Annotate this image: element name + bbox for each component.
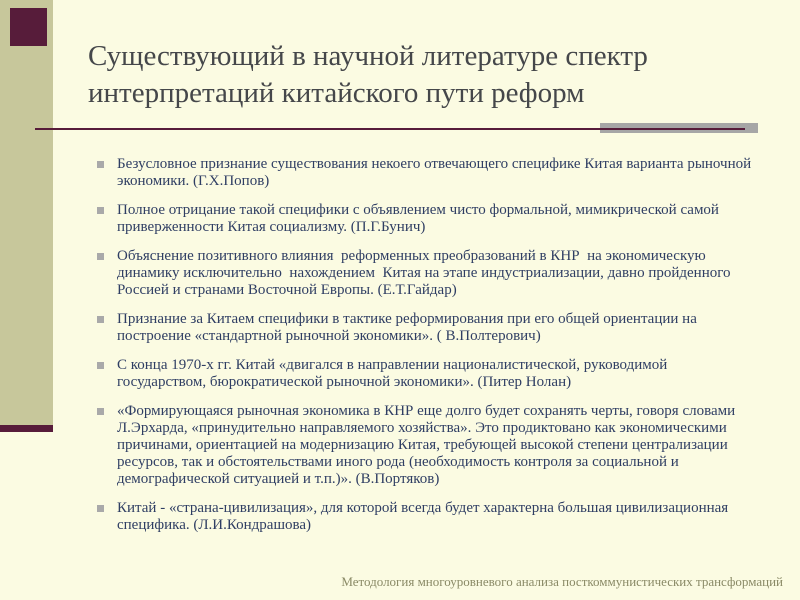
- bullet-text: Полное отрицание такой специфики с объявлением чисто формальной, мимикрической самой приверженности Китая социализму. (П.Г.Бунич): [117, 202, 723, 235]
- list-item: [97, 202, 752, 236]
- title-underline: [35, 128, 745, 130]
- bullet-text: Безусловное признание существования некоего отвечающего специфике Китая варианта рыночной экономики. (Г.Х.Попов): [117, 156, 755, 189]
- bullet-text: С конца 1970-х гг. Китай «двигался в направлении националистической, руководимой государством, бюрократической рыночной экономики». (Питер Нолан): [117, 357, 672, 390]
- list-item: [97, 248, 752, 299]
- bullet-square-icon: [97, 408, 104, 415]
- bullet-text: Признание за Китаем специфики в тактике реформирования при его общей ориентации на построение «стандартной рыночной экономики». ( В.Полтерович): [117, 311, 701, 344]
- slide-title: Существующий в научной литературе спектр интерпретаций китайского пути реформ: [88, 40, 648, 110]
- top-left-accent-square: [10, 8, 47, 46]
- bullet-square-icon: [97, 362, 104, 369]
- footer-text: Методология многоуровневого анализа посткоммунистических трансформаций: [341, 574, 783, 589]
- bullet-square-icon: [97, 505, 104, 512]
- band-bottom-maroon-strip: [0, 425, 53, 432]
- list-item: [97, 403, 752, 488]
- list-item: [97, 357, 752, 391]
- bullet-square-icon: [97, 253, 104, 260]
- list-item: [97, 156, 755, 190]
- bullet-text: Китай - «страна-цивилизация», для которой всегда будет характерна большая цивилизационная специфика. (Л.И.Кондрашова): [117, 500, 732, 533]
- list-item: [97, 311, 752, 345]
- left-accent-band: [0, 0, 53, 425]
- bullet-text: «Формирующаяся рыночная экономика в КНР еще долго будет сохранять черты, говоря словами Л.Эрхарда, «принудительно направляемого хозяйства». Это продиктовано как экономическими причинами, ориентацией на модернизацию Китая, требующей высокой степени централизации ресурсов, так и обстоятельствами иного рода (необходимость контроля за социальной и демографической ситуацией и т.п.)». (В.Портяков): [117, 403, 739, 487]
- list-item: [97, 500, 752, 534]
- bullet-square-icon: [97, 161, 104, 168]
- bullet-text: Объяснение позитивного влияния реформенных преобразований в КНР на экономическую динамику исключительно нахождением Китая на этапе индустриализации, давно пройденного Россией и странами Восточной Европы. (Е.Т.Гайдар): [117, 248, 739, 298]
- bullet-square-icon: [97, 207, 104, 214]
- bullet-list: [97, 156, 755, 546]
- bullet-square-icon: [97, 316, 104, 323]
